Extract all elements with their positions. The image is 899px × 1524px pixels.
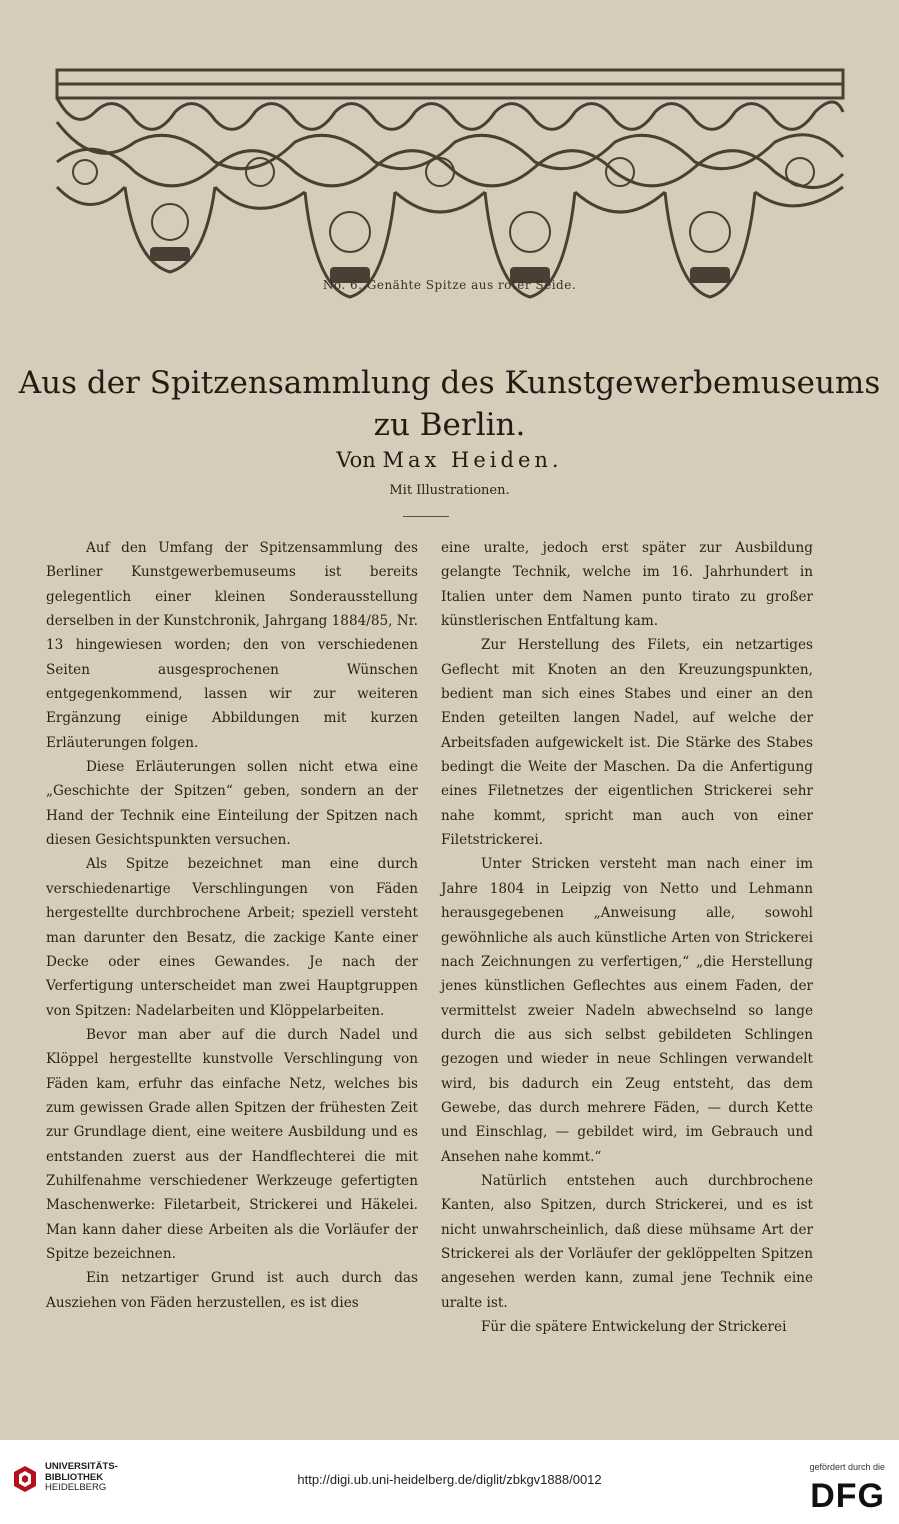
paragraph: Auf den Umfang der Spitzensammlung des Berliner Kunstgewerbemuseums ist bereits gelegentlich einer kleinen Sonderausstellung derselben in der Kunstchronik, Jahrgang 1884/85, Nr. 13 hingewiesen worden; den von verschiedenen Seiten ausgesprochenen Wünschen entgegenkommend, lassen wir zur weiteren Ergänzung einige Abbildungen mit kurzen Erläuterungen folgen. [46, 540, 418, 751]
title-line-2: zu Berlin. [373, 407, 526, 443]
paragraph: Als Spitze bezeichnet man eine durch verschiedenartige Verschlingungen von Fäden hergestellte durchbrochene Arbeit; speziell versteht man darunter den Besatz, die zackige Kante einer Decke oder eines Gewandes. Je nach der Verfertigung unterscheidet man zwei Hauptgruppen von Spitzen: Nadelarbeiten und Klöppelarbeiten. [46, 856, 418, 1019]
lace-illustration [55, 62, 845, 312]
title-line-1: Aus der Spitzensammlung des Kunstgewerbemuseums [18, 365, 881, 401]
article-subtitle: Mit Illustrationen. [389, 483, 510, 498]
library-name-line-3: HEIDELBERG [45, 1482, 107, 1493]
paragraph: Natürlich entstehen auch durchbrochene Kanten, also Spitzen, durch Strickerei, und es ist nicht unwahrscheinlich, daß diese mühsame Art der Strickerei als der Vorläufer der geklöppelten Spitzen angesehen werden kann, zumal jene Technik eine uralte ist. [441, 1172, 813, 1311]
paragraph: Diese Erläuterungen sollen nicht etwa eine „Geschichte der Spitzen“ geben, sondern an der Hand der Technik eine Einteilung der Spitzen nach diesen Gesichtspunkten versuchen. [46, 759, 418, 849]
funding-note: gefördert durch die [809, 1462, 885, 1472]
paragraph: Für die spätere Entwickelung der Strickerei [481, 1319, 787, 1335]
byline-prefix: Von [336, 448, 376, 472]
paragraph: Bevor man aber auf die durch Nadel und Klöppel hergestellte kunstvolle Verschlingung von Fäden kam, erfuhr das einfache Netz, welches bis zum gewissen Grade allen Spitzen der frühesten Zeit zur Grundlage dient, eine weitere Ausbildung und es entstanden zuerst aus der Handflechterei die mit Zuhilfenahme verschiedener Werkzeuge gefertigten Maschenwerke: Filetarbeit, Strickerei und Häkelei. Man kann daher diese Arbeiten als die Vorläufer der Spitze bezeichnen. [46, 1026, 418, 1262]
figure-caption: No. 6. Genähte Spitze aus roter Seide. [322, 278, 577, 292]
permalink-url[interactable]: http://digi.ub.uni-heidelberg.de/diglit/zbkgv1888/0012 [297, 1472, 602, 1487]
right-column [441, 536, 813, 1339]
library-name-line-1: UNIVERSITÄTS- [45, 1461, 118, 1472]
left-column [46, 536, 418, 1315]
paragraph: Ein netzartiger Grund ist auch durch das Ausziehen von Fäden herzustellen, es ist dies [46, 1270, 418, 1311]
byline [0, 448, 899, 472]
library-name-line-2: BIBLIOTHEK [45, 1471, 104, 1483]
paragraph: Unter Stricken versteht man nach einer im Jahre 1804 in Leipzig von Netto und Lehmann herausgegebenen „Anweisung alle, sowohl gewöhnliche als auch künstliche Arten von Strickerei nach Zeichnungen zu verfertigen,“ „die Herstellung jenes künstlichen Geflechtes aus einem Faden, der vermittelst zweier Nadeln abwechselnd so lange durch die aus sich selbst gebildeten Schlingen gezogen und wieder in neue Schlingen verwandelt wird, bis dadurch ein Zeug entsteht, das dem Gewebe, das durch mehrere Fäden, — durch Kette und Einschlag, — gebildet wird, im Gebrauch und Ansehen nahe kommt.“ [441, 856, 813, 1165]
paragraph: Zur Herstellung des Filets, ein netzartiges Geflecht mit Knoten an den Kreuzungspunkten, bedient man sich eines Stabes und einer an den Enden geteilten langen Nadel, auf welche der Arbeitsfaden aufgewickelt ist. Die Stärke des Stabes bedingt die Weite der Maschen. Da die Anfertigung eines Filetnetzes der eigentlichen Strickerei sehr nahe kommt, spricht man auch von einer Filetstrickerei. [441, 637, 813, 849]
dfg-logo: DFG [810, 1477, 885, 1515]
paragraph: eine uralte, jedoch erst später zur Ausbildung gelangte Technik, welche im 16. Jahrhundert in Italien unter dem Namen punto tirato zu großer künstlerischen Entfaltung kam. [441, 540, 813, 630]
title-divider [403, 516, 449, 517]
article-title [0, 362, 899, 446]
author-name: Max Heiden. [382, 448, 563, 472]
